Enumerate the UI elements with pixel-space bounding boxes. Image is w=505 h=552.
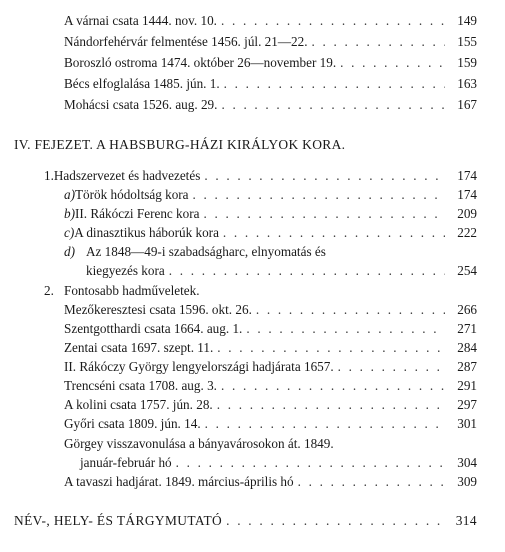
- dot-leader: [340, 54, 445, 71]
- entry-title: Török hódoltság kora: [75, 187, 189, 202]
- dot-leader: [223, 224, 445, 241]
- dot-leader: [221, 377, 445, 394]
- entry-title: Zentai csata 1697. szept. 11.: [64, 340, 214, 355]
- subsection-label: a): [64, 187, 75, 202]
- entry-page: 266: [457, 302, 477, 317]
- entry-title: Győri csata 1809. jún. 14.: [64, 416, 201, 431]
- entry-title: Trencséni csata 1708. aug. 3.: [64, 378, 217, 393]
- dot-leader: [312, 33, 445, 50]
- toc-entry: [64, 377, 477, 394]
- index-entry: [14, 512, 477, 529]
- toc-entry-continued: [80, 454, 477, 471]
- toc-entry: [64, 320, 477, 337]
- entry-title-line1: Az 1848—49-i szabadságharc, elnyomatás és: [86, 244, 326, 259]
- entry-page: 159: [457, 55, 477, 70]
- entry-page: 254: [457, 263, 477, 278]
- entry-page: 301: [457, 416, 477, 431]
- entry-title: A kolini csata 1757. jún. 28.: [64, 397, 213, 412]
- toc-entry: [64, 12, 477, 29]
- subsection-entry: [64, 243, 477, 260]
- entry-title: Mezőkeresztesi csata 1596. okt. 26.: [64, 302, 252, 317]
- subsection-entry: [64, 205, 477, 222]
- entry-title: Boroszló ostroma 1474. október 26—november 19.: [64, 55, 337, 70]
- subsection-label: b): [64, 206, 75, 221]
- entry-title: II. Rákóczi Ferenc kora: [75, 206, 200, 221]
- entry-page: 284: [457, 340, 477, 355]
- dot-leader: [221, 12, 445, 29]
- entry-page: 167: [457, 97, 477, 112]
- entry-title-line1: Görgey visszavonulása a bányavárosokon át. 1849.: [64, 436, 334, 451]
- entry-page: 287: [457, 359, 477, 374]
- section-heading: [44, 282, 200, 299]
- dot-leader: [298, 473, 445, 490]
- dot-leader: [226, 512, 445, 529]
- entry-title-line2: kiegyezés kora: [86, 263, 165, 278]
- entry-title: Bécs elfoglalása 1485. jún. 1.: [64, 76, 220, 91]
- dot-leader: [204, 167, 445, 184]
- entry-title: A tavaszi hadjárat. 1849. március-április hó: [64, 474, 294, 489]
- chapter-heading: IV. FEJEZET. A HABSBURG-HÁZI KIRÁLYOK KORA.: [14, 137, 346, 152]
- toc-entry: [64, 33, 477, 50]
- entry-page: 297: [457, 397, 477, 412]
- toc-entry: [64, 415, 477, 432]
- entry-page: 174: [457, 187, 477, 202]
- toc-entry: [64, 473, 477, 490]
- entry-title: II. Rákóczy György lengyelországi hadjárata 1657.: [64, 359, 334, 374]
- entry-title-line2: január-február hó: [80, 455, 172, 470]
- entry-page: 309: [457, 474, 477, 489]
- dot-leader: [246, 320, 445, 337]
- subsection-label: d): [64, 244, 75, 259]
- section-title: Hadszervezet és hadvezetés: [53, 168, 201, 183]
- entry-title: A várnai csata 1444. nov. 10.: [64, 13, 217, 28]
- entry-page: 163: [457, 76, 477, 91]
- toc-entry: [64, 96, 477, 113]
- dot-leader: [217, 339, 445, 356]
- section-number: 2.: [44, 283, 54, 298]
- subsection-entry: [64, 224, 477, 241]
- subsection-entry: [64, 186, 477, 203]
- entry-page: 271: [457, 321, 477, 336]
- index-title: NÉV-, HELY- ÉS TÁRGYMUTATÓ: [14, 513, 223, 528]
- section-page: 174: [457, 168, 477, 183]
- dot-leader: [256, 301, 445, 318]
- dot-leader: [221, 96, 445, 113]
- dot-leader: [176, 454, 445, 471]
- dot-leader: [193, 186, 445, 203]
- dot-leader: [338, 358, 445, 375]
- dot-leader: [224, 75, 445, 92]
- dot-leader: [217, 396, 445, 413]
- subsection-entry-continued: [86, 262, 477, 279]
- toc-entry: [64, 54, 477, 71]
- entry-page: 291: [457, 378, 477, 393]
- entry-title: A dinasztikus háborúk kora: [74, 225, 219, 240]
- subsection-label: c): [64, 225, 75, 240]
- dot-leader: [204, 205, 446, 222]
- entry-title: Mohácsi csata 1526. aug. 29.: [64, 97, 218, 112]
- entry-title: Szentgotthardi csata 1664. aug. 1.: [64, 321, 243, 336]
- toc-entry: [64, 339, 477, 356]
- dot-leader: [169, 262, 445, 279]
- entry-page: 149: [457, 13, 477, 28]
- section-title: Fontosabb hadműveletek.: [64, 283, 200, 298]
- toc-entry: [64, 435, 334, 452]
- entry-title: Nándorfehérvár felmentése 1456. júl. 21—22.: [64, 34, 308, 49]
- section-number: 1.: [44, 168, 54, 183]
- toc-entry: [64, 358, 477, 375]
- entry-page: 222: [457, 225, 477, 240]
- section-heading: [44, 167, 477, 184]
- entry-page: 209: [457, 206, 477, 221]
- toc-entry: [64, 396, 477, 413]
- index-page: 314: [455, 513, 477, 528]
- dot-leader: [205, 415, 445, 432]
- entry-page: 155: [457, 34, 477, 49]
- toc-entry: [64, 301, 477, 318]
- toc-entry: [64, 75, 477, 92]
- entry-page: 304: [457, 455, 477, 470]
